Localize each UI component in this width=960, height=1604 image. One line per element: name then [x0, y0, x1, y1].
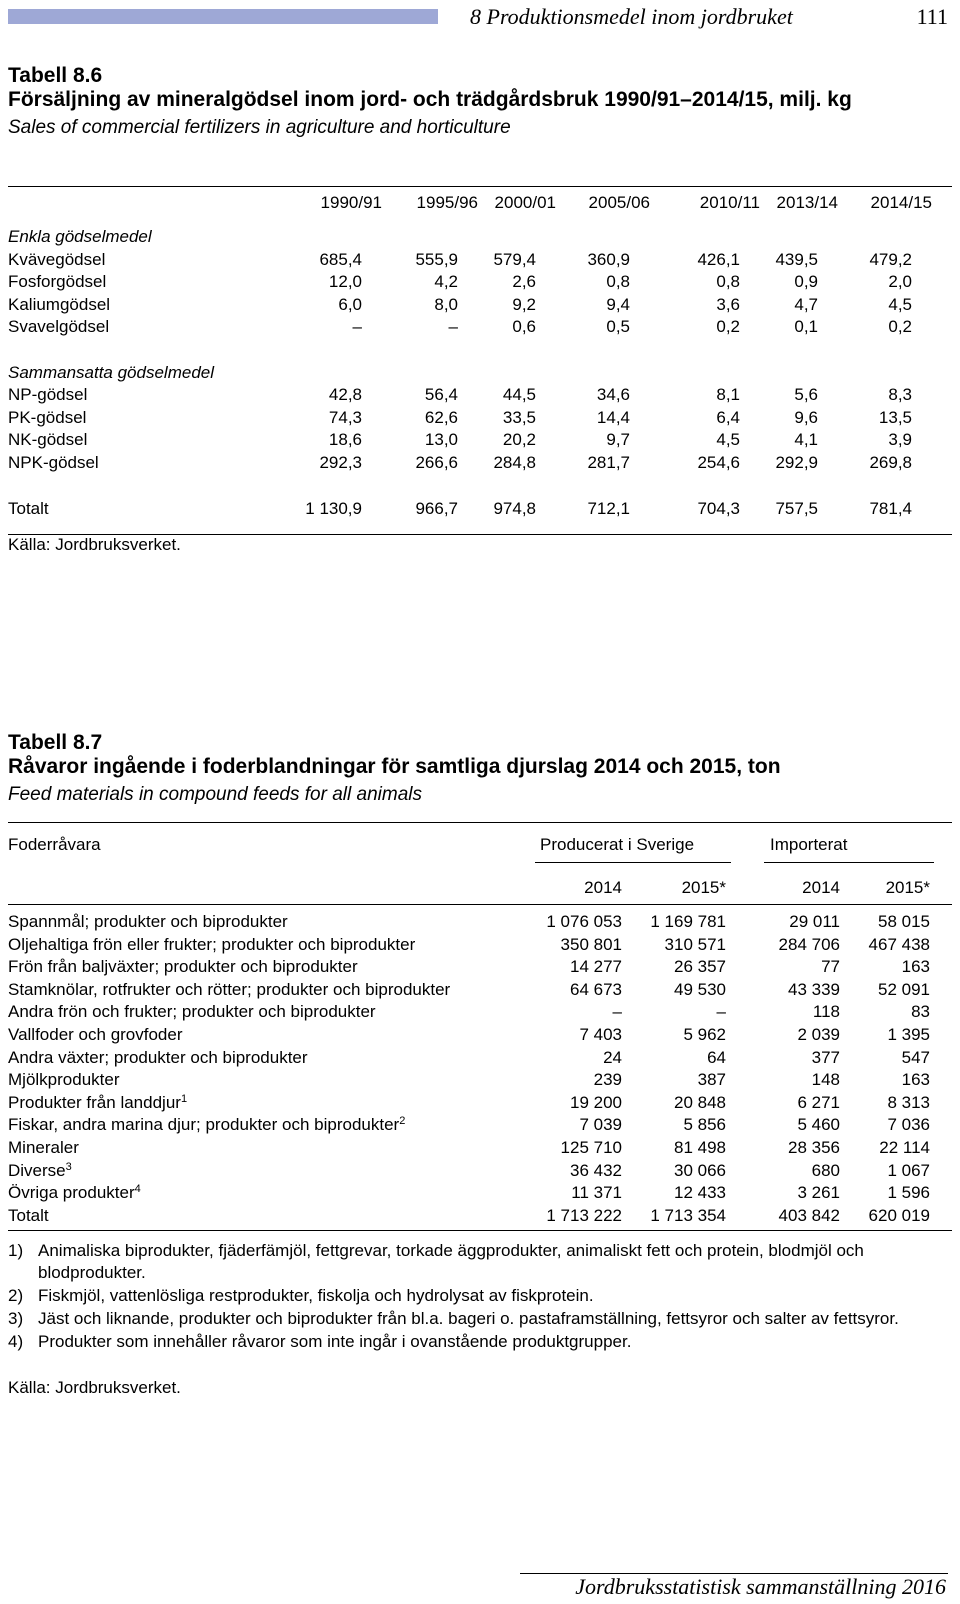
table-cell: 125 710 [560, 1138, 622, 1157]
table-cell: 18,6 [328, 430, 362, 450]
table-cell: 7 036 [887, 1115, 930, 1135]
table-subtitle: Feed materials in compound feeds for all animals [8, 784, 422, 805]
footnote [8, 1285, 952, 1307]
table-cell: 0,8 [606, 272, 630, 292]
table-cell: 360,9 [587, 249, 630, 269]
column-header: 2013/14 [776, 193, 838, 212]
table-cell: 81 498 [674, 1138, 726, 1157]
table-cell: 62,6 [424, 407, 458, 427]
row-label-text: Fiskar, andra marina djur; produkter och biprodukter [8, 1115, 400, 1135]
table-cell-total: 966,7 [415, 499, 458, 518]
table-cell: 30 066 [674, 1160, 726, 1180]
row-label: Andra växter; produkter och biprodukter [8, 1047, 308, 1067]
footnote-number: 1) [8, 1241, 24, 1260]
footnote [8, 1308, 952, 1330]
table-cell: 12,0 [328, 272, 362, 292]
footnote-marker: 2 [399, 1115, 406, 1128]
group-label: Enkla gödselmedel [8, 227, 152, 246]
table-cell: 350 801 [560, 934, 622, 954]
table-cell: 6,4 [716, 407, 740, 427]
row-label: Totalt [8, 1205, 49, 1225]
table-cell: 467 438 [868, 934, 930, 954]
table-source: Källa: Jordbruksverket. [8, 1378, 181, 1397]
footnote-number: 3) [8, 1309, 24, 1328]
table-cell: 11 371 [571, 1183, 622, 1203]
table-cell: 579,4 [493, 249, 536, 269]
table-title: Försäljning av mineralgödsel inom jord- och trädgårdsbruk 1990/91–2014/15, milj. kg [8, 88, 852, 111]
table-cell-total: 974,8 [493, 499, 536, 518]
table-cell: 148 [811, 1070, 840, 1090]
table-cell: 0,1 [794, 317, 818, 337]
footnote-marker: 1 [180, 1092, 188, 1105]
row-label-text: Övriga produkter [8, 1183, 135, 1203]
footer-title: Jordbruksstatistisk sammanställning 2016 [575, 1574, 946, 1599]
row-label [8, 1160, 72, 1181]
table-cell: 4,1 [794, 430, 818, 450]
table-cell: 13,5 [878, 407, 912, 427]
table-cell: 8 313 [887, 1092, 930, 1112]
table-cell: 9,2 [512, 294, 536, 314]
table-cell: 5 962 [683, 1025, 726, 1044]
table-cell: 4,5 [888, 294, 912, 314]
table-cell: 4,5 [716, 430, 740, 450]
table-cell: 3,9 [888, 430, 912, 450]
table-top-rule [8, 186, 952, 187]
table-cell: 22 114 [879, 1138, 930, 1157]
table-cell: 13,0 [424, 430, 458, 450]
table-cell: – [612, 1002, 622, 1022]
table-cell: 34,6 [596, 385, 630, 405]
row-label: PK-gödsel [8, 407, 87, 427]
table-cell: 1 076 053 [546, 912, 622, 931]
footnote-text: Fiskmjöl, vattenlösliga restprodukter, fiskolja och hydrolysat av fiskprotein. [38, 1286, 594, 1305]
table-cell: 64 673 [570, 979, 622, 999]
table-cell: 685,4 [319, 249, 362, 269]
table-cell: 8,0 [434, 294, 458, 314]
column-header: 1995/96 [416, 193, 478, 212]
table-top-rule [8, 822, 952, 823]
footnote-text: Produkter som innehåller råvaror som inte ingår i ovanstående produktgrupper. [38, 1332, 632, 1351]
group-header-importerat: Importerat [770, 835, 848, 854]
table-cell: 83 [911, 1002, 930, 1022]
year-header: 2014 [584, 878, 622, 897]
table-cell: 24 [603, 1047, 622, 1067]
table-cell: 26 357 [674, 957, 726, 977]
table-cell: 44,5 [502, 385, 536, 405]
table-cell-total: 1 130,9 [305, 499, 362, 518]
row-label: NPK-gödsel [8, 453, 99, 472]
table-cell: 6,0 [338, 294, 362, 314]
row-label: Mjölkprodukter [8, 1070, 120, 1090]
table-cell: 266,6 [415, 453, 458, 472]
table-cell: 36 432 [570, 1160, 622, 1180]
row-label: NP-gödsel [8, 385, 88, 405]
row-label: Kvävegödsel [8, 249, 106, 269]
table-cell: 3,6 [716, 294, 740, 314]
column-header: 2000/01 [494, 193, 556, 212]
table-cell: – [352, 317, 362, 337]
table-cell: 14 277 [570, 957, 622, 977]
table-cell: 64 [707, 1047, 726, 1067]
table-cell: 9,6 [794, 407, 818, 427]
table-cell: 12 433 [674, 1183, 726, 1203]
table-cell: 284,8 [493, 453, 536, 472]
table-header-rule [8, 904, 952, 905]
table-cell: 269,8 [869, 453, 912, 472]
table-cell: 292,9 [775, 453, 818, 472]
table-cell: 1 395 [887, 1025, 930, 1044]
row-label: Andra frön och frukter; produkter och biprodukter [8, 1002, 376, 1022]
table-cell: 118 [812, 1002, 840, 1022]
column-header: 2010/11 [699, 193, 760, 212]
table-cell: 33,5 [502, 407, 536, 427]
table-cell-total: 704,3 [697, 499, 740, 518]
table-8-6-heading [8, 64, 952, 140]
column-header-foderravara: Foderråvara [8, 835, 101, 854]
table-cell: 1 713 222 [546, 1205, 622, 1225]
group-rule-importerat [764, 862, 934, 863]
table-cell: 2,6 [512, 272, 536, 292]
header-color-bar [8, 9, 438, 24]
table-cell: 1 067 [887, 1160, 930, 1180]
table-cell: 1 169 781 [650, 912, 726, 931]
table-cell: 547 [901, 1047, 930, 1067]
table-cell: 4,7 [794, 294, 818, 314]
table-source: Källa: Jordbruksverket. [8, 535, 181, 554]
table-bottom-rule [8, 1230, 952, 1231]
group-label: Sammansatta gödselmedel [8, 362, 215, 382]
table-number: Tabell 8.6 [8, 64, 103, 87]
table-cell: 29 011 [789, 912, 840, 931]
year-header: 2014 [802, 878, 840, 897]
row-label: Frön från baljväxter; produkter och biprodukter [8, 957, 358, 977]
table-cell: 5 856 [683, 1115, 726, 1135]
table-cell: 19 200 [570, 1092, 622, 1112]
table-cell: 5 460 [797, 1115, 840, 1135]
table-cell: 2 039 [797, 1025, 840, 1044]
table-cell-total: 781,4 [869, 499, 912, 518]
table-cell: 239 [593, 1070, 622, 1090]
table-cell: 377 [811, 1047, 840, 1067]
table-cell: 6 271 [797, 1092, 840, 1112]
table-cell: 20,2 [502, 430, 536, 450]
group-header-producerat: Producerat i Sverige [540, 835, 695, 854]
table-cell: 9,7 [606, 430, 630, 450]
table-cell: 284 706 [778, 934, 840, 954]
row-label: Fosforgödsel [8, 272, 107, 292]
table-cell: 0,2 [716, 317, 740, 337]
footnote-text: Jäst och liknande, produkter och biprodukter från bl.a. bageri o. pastaframställning, fettsyror och salter av fettsyror. [38, 1309, 899, 1328]
table-title: Råvaror ingående i foderblandningar för samtliga djurslag 2014 och 2015, ton [8, 755, 781, 778]
row-label: Stamknölar, rotfrukter och rötter; produkter och biprodukter [8, 979, 451, 999]
table-cell: 281,7 [587, 453, 630, 472]
table-cell: 7 039 [579, 1115, 622, 1135]
table-cell: 1 596 [887, 1183, 930, 1203]
footnote [8, 1240, 952, 1284]
table-cell: 14,4 [596, 407, 630, 427]
footnote [8, 1331, 952, 1353]
row-label [8, 1182, 141, 1203]
year-header: 2015* [885, 878, 930, 897]
table-cell: 8,1 [716, 385, 740, 405]
table-cell: 3 261 [797, 1183, 840, 1203]
table-cell: 42,8 [328, 385, 362, 405]
table-cell: 1 713 354 [650, 1205, 726, 1225]
table-cell: 20 848 [674, 1092, 726, 1112]
footnote-marker: 3 [65, 1160, 72, 1173]
row-label-total: Totalt [8, 499, 49, 518]
row-label-text: Diverse [8, 1160, 66, 1180]
table-cell: – [716, 1002, 726, 1022]
table-subtitle: Sales of commercial fertilizers in agriculture and horticulture [8, 117, 511, 138]
table-cell: 680 [811, 1160, 840, 1180]
footnote-text: Animaliska biprodukter, fjäderfämjöl, fettgrevar, torkade äggprodukter, animaliskt fett och protein, blodmjöl och blodprodukter. [38, 1241, 864, 1282]
row-label: Spannmål; produkter och biprodukter [8, 912, 288, 931]
row-label: Svavelgödsel [8, 317, 110, 337]
row-label [8, 1092, 187, 1113]
table-8-7-heading [8, 731, 952, 807]
footnote-number: 4) [8, 1332, 24, 1351]
footnote-marker: 4 [134, 1183, 141, 1196]
table-cell: 0,6 [512, 317, 536, 337]
table-cell: 2,0 [888, 272, 912, 292]
row-label: NK-gödsel [8, 430, 88, 450]
table-cell: 4,2 [434, 272, 458, 292]
table-cell: 56,4 [424, 385, 458, 405]
table-cell: 9,4 [606, 294, 630, 314]
row-label: Oljehaltiga frön eller frukter; produkter och biprodukter [8, 934, 416, 954]
table-cell: 0,2 [888, 317, 912, 337]
footnote-number: 2) [8, 1286, 24, 1305]
table-cell: – [448, 317, 458, 337]
column-header: 1990/91 [320, 193, 382, 212]
table-cell: 5,6 [794, 385, 818, 405]
row-label: Vallfoder och grovfoder [8, 1025, 183, 1044]
table-number: Tabell 8.7 [8, 731, 103, 754]
column-header: 2014/15 [870, 193, 932, 212]
row-label: Mineraler [8, 1138, 79, 1157]
table-cell: 426,1 [697, 249, 740, 269]
table-cell: 310 571 [664, 934, 726, 954]
table-cell: 403 842 [778, 1205, 840, 1225]
page-number: 111 [916, 4, 948, 29]
table-cell: 620 019 [868, 1205, 930, 1225]
group-rule-producerat [535, 862, 731, 863]
table-cell: 163 [901, 957, 930, 977]
table-cell: 58 015 [878, 912, 930, 931]
table-cell: 387 [697, 1070, 726, 1090]
table-cell: 0,5 [606, 317, 630, 337]
table-cell: 8,3 [888, 385, 912, 405]
year-header: 2015* [681, 878, 726, 897]
footnotes [8, 1240, 952, 1399]
table-cell: 7 403 [579, 1025, 622, 1044]
table-cell: 439,5 [775, 249, 818, 269]
table-cell: 74,3 [328, 407, 362, 427]
table-cell: 77 [821, 957, 840, 977]
table-cell: 49 530 [674, 979, 726, 999]
column-header: 2005/06 [588, 193, 650, 212]
table-cell-total: 712,1 [587, 499, 630, 518]
table-cell-total: 757,5 [775, 499, 818, 518]
row-label: Kaliumgödsel [8, 294, 111, 314]
table-cell: 0,9 [794, 272, 818, 292]
table-cell: 292,3 [319, 453, 362, 472]
table-cell: 28 356 [788, 1138, 840, 1157]
table-cell: 0,8 [716, 272, 740, 292]
row-label-text: Produkter från landdjur [8, 1092, 181, 1112]
row-label [8, 1114, 405, 1135]
table-cell: 43 339 [788, 979, 840, 999]
table-cell: 555,9 [415, 249, 458, 269]
running-head: 8 Produktionsmedel inom jordbruket [470, 4, 793, 29]
table-cell: 479,2 [869, 249, 912, 269]
table-cell: 52 091 [878, 979, 930, 999]
table-cell: 163 [901, 1070, 930, 1090]
table-cell: 254,6 [697, 453, 740, 472]
